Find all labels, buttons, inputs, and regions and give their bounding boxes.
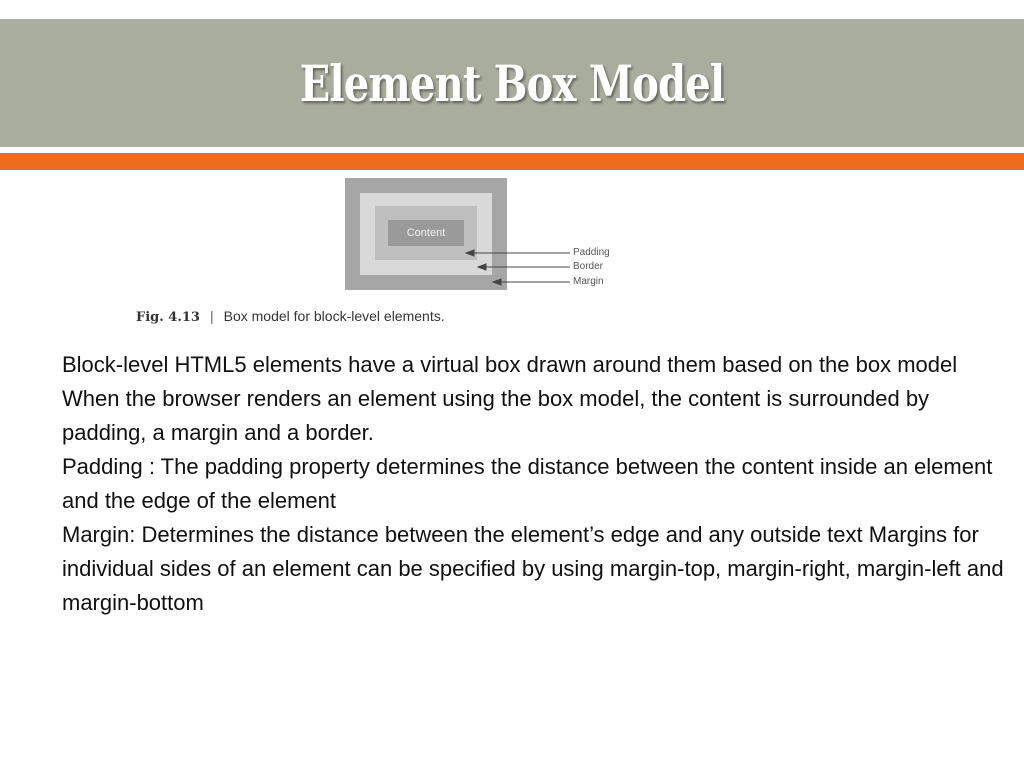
body-paragraph: When the browser renders an element using the box model, the content is surrounded by padding, a margin and a border. [62, 386, 930, 445]
padding-arrowhead [466, 250, 474, 256]
caption-separator: | [209, 308, 214, 324]
accent-bar [0, 153, 1024, 170]
figure-number: Fig. 4.13 [136, 310, 200, 325]
box-model-figure [130, 176, 630, 336]
figure-caption [136, 308, 445, 325]
slide-title: Element Box Model [299, 53, 725, 113]
callout-margin: Margin [573, 276, 604, 287]
body-text [62, 348, 1007, 620]
content-box: Content [388, 220, 464, 246]
callout-padding: Padding [573, 247, 610, 258]
caption-text: Box model for block-level elements. [223, 308, 445, 324]
margin-arrowhead [493, 279, 501, 285]
body-paragraph: Padding : The padding property determines the distance between the content inside an element and the edge of the element [62, 454, 993, 513]
body-paragraph: Block-level HTML5 elements have a virtual box drawn around them based on the box model [62, 352, 958, 377]
border-arrowhead [478, 264, 486, 270]
callout-border: Border [573, 261, 604, 272]
body-paragraph: Margin: Determines the distance between the element’s edge and any outside text Margins for individual sides of an element can be specified by using margin-top, margin-right, margin-left and margin-bottom [62, 522, 1004, 615]
